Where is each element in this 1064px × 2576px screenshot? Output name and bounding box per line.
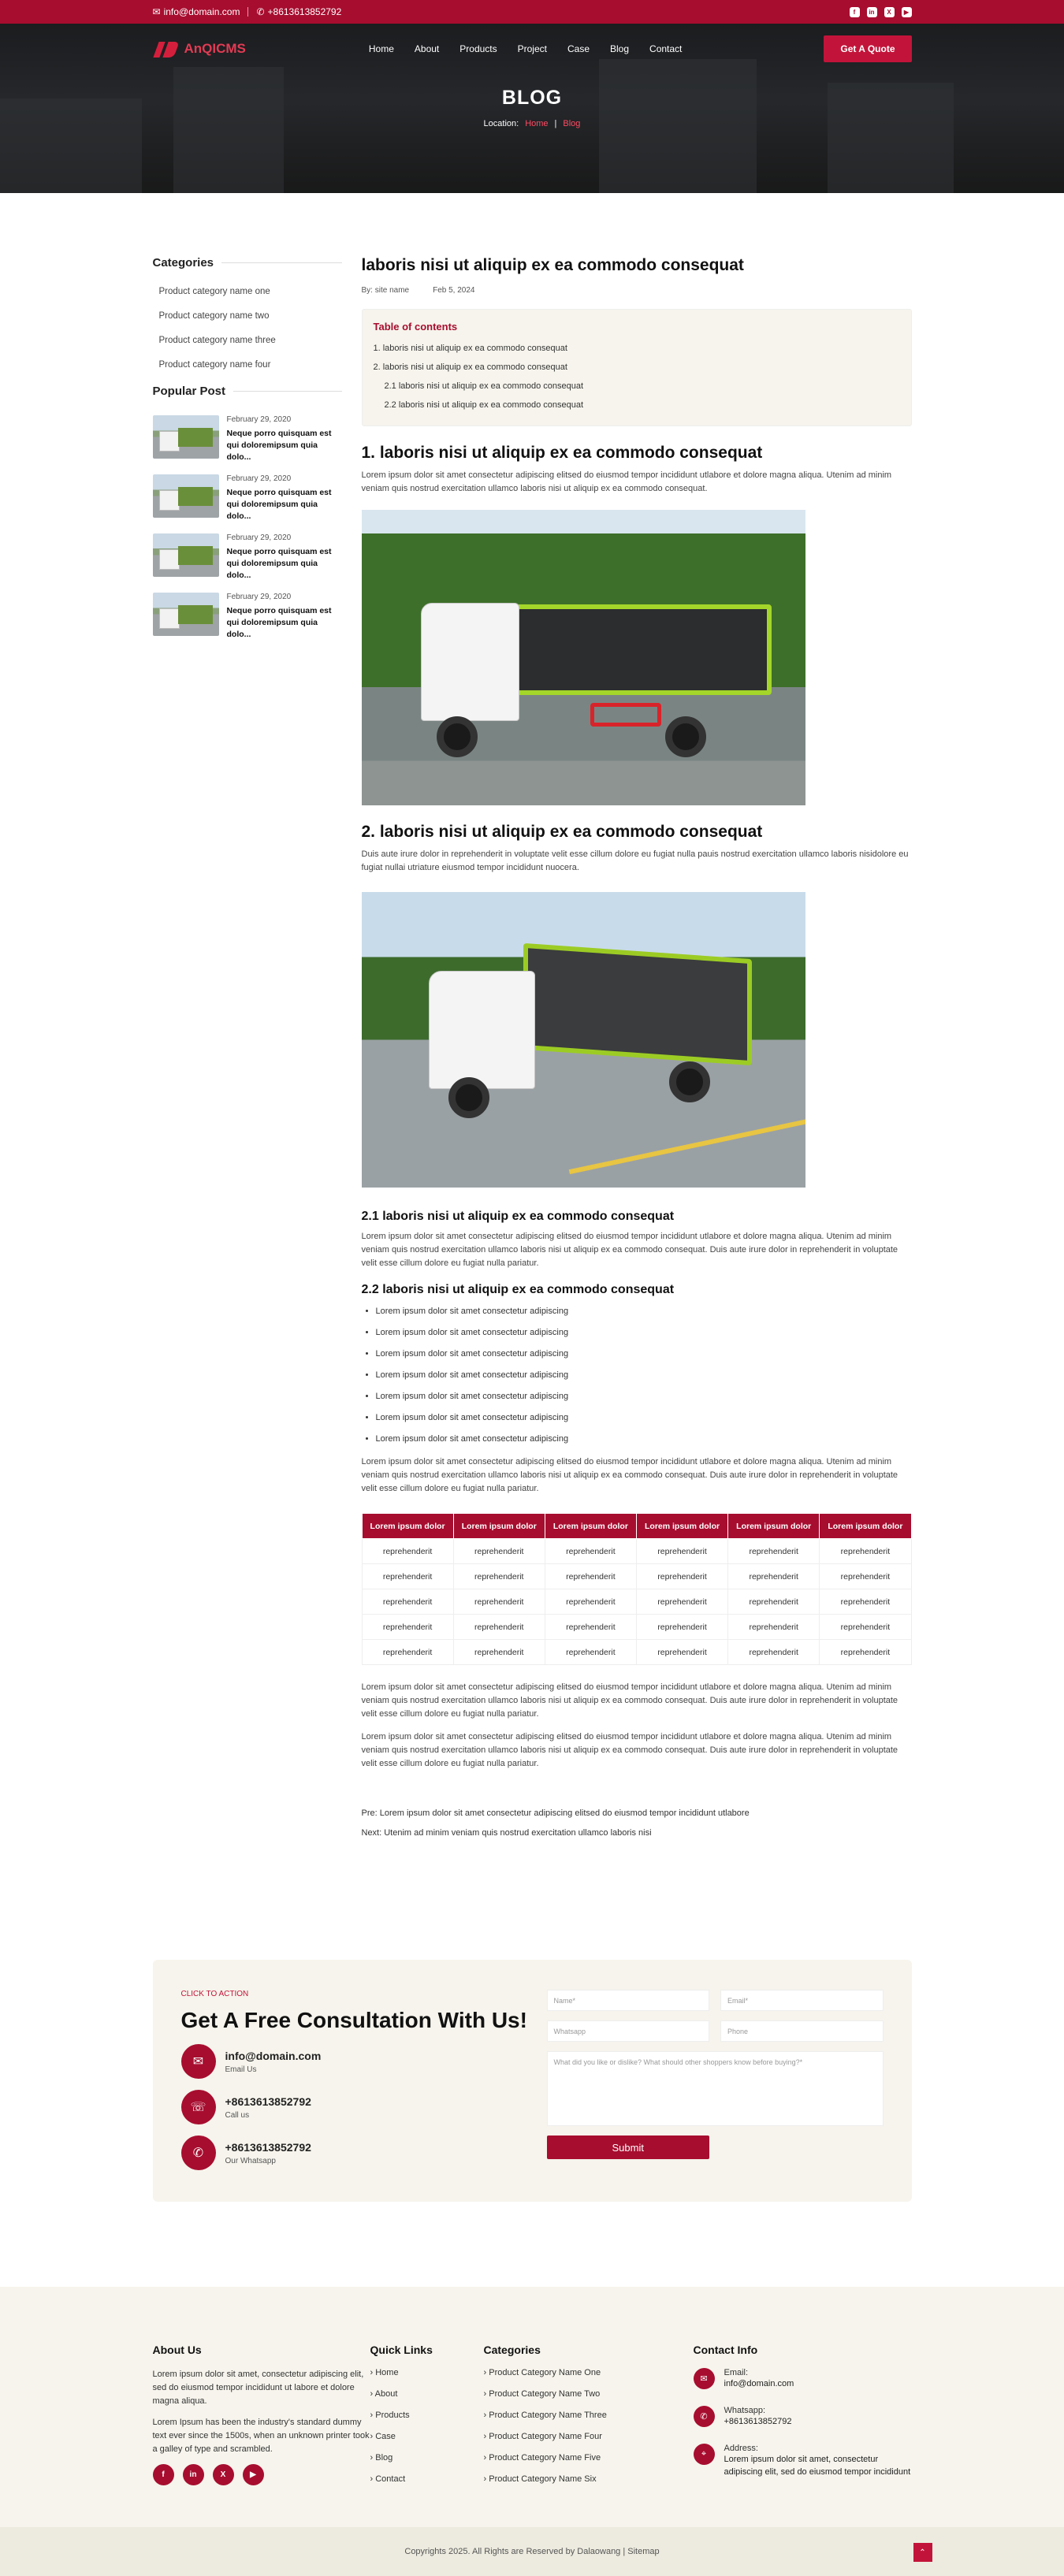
- table-cell: reprehenderit: [636, 1589, 727, 1615]
- x-icon[interactable]: X: [213, 2464, 234, 2485]
- table-header: Lorem ipsum dolor: [362, 1514, 453, 1539]
- paragraph: Lorem ipsum dolor sit amet consectetur adipiscing elitsed do eiusmod tempor incididunt utlabore et dolore magna aliqua. Utenim ad minim veniam quis nostrud exercitation ullamco laboris nisi ut aliquip ex ea commodo consequat. Duis aute irure dolor in reprehenderit in voluptate velit esse cillum dolore eu fugiat nulla pariatur.: [361, 1682, 898, 1719]
- post-thumbnail[interactable]: [153, 533, 219, 577]
- popular-post[interactable]: February 29, 2020 Neque porro quisquam est qui doloremipsum quia dolo...: [153, 533, 342, 582]
- truck-image: [362, 510, 805, 805]
- toc-item[interactable]: 2. laboris nisi ut aliquip ex ea commodo consequat: [373, 362, 567, 372]
- consult-email[interactable]: ✉ info@domain.com Email Us: [181, 2044, 528, 2079]
- table-cell: reprehenderit: [545, 1615, 636, 1640]
- categories-heading: Categories: [153, 256, 342, 269]
- paragraph: Lorem ipsum dolor sit amet consectetur adipiscing elitsed do eiusmod tempor incididunt utlabore et dolore magna aliqua. Utenim ad minim veniam quis nostrud exercitation ullamco laboris nisi ut aliquip ex ea commodo consequat. Duis aute irure dolor in reprehenderit in voluptate velit esse cillum dolore eu fugiat nulla pariatur.: [361, 1457, 898, 1493]
- table-cell: reprehenderit: [820, 1640, 911, 1665]
- table-cell: reprehenderit: [545, 1564, 636, 1589]
- phone-field[interactable]: Phone: [720, 2020, 884, 2042]
- back-to-top-button[interactable]: [913, 2543, 932, 2562]
- submit-button[interactable]: Submit: [547, 2136, 710, 2159]
- list-item: • Lorem ipsum dolor sit amet consectetur adipiscing: [376, 1434, 912, 1444]
- footer-category-link[interactable]: › Product Category Name One: [483, 2368, 601, 2377]
- table-cell: reprehenderit: [636, 1564, 727, 1589]
- location-icon: ⌖: [694, 2444, 715, 2465]
- footer-category-link[interactable]: › Product Category Name Five: [483, 2453, 601, 2463]
- table-cell: reprehenderit: [453, 1564, 545, 1589]
- whatsapp-field[interactable]: Whatsapp: [547, 2020, 710, 2042]
- table-cell: reprehenderit: [728, 1564, 820, 1589]
- topbar-phone[interactable]: ✆ +8613613852792: [256, 6, 342, 17]
- table-cell: reprehenderit: [820, 1589, 911, 1615]
- table-row: [362, 1640, 911, 1665]
- table-cell: reprehenderit: [636, 1539, 727, 1564]
- table-cell: reprehenderit: [453, 1640, 545, 1665]
- list-item: • Lorem ipsum dolor sit amet consectetur adipiscing: [376, 1392, 912, 1401]
- footer-link[interactable]: › About: [370, 2389, 398, 2399]
- table-cell: reprehenderit: [362, 1589, 453, 1615]
- get-quote-button[interactable]: Get A Quote: [824, 35, 911, 62]
- table-cell: reprehenderit: [453, 1615, 545, 1640]
- page-hero: [0, 24, 1064, 193]
- breadcrumb: Location: Home | Blog: [483, 119, 581, 128]
- table-cell: reprehenderit: [545, 1640, 636, 1665]
- table-of-contents: Table of contents 1. laboris nisi ut aliquip ex ea commodo consequat 2. laboris nisi ut aliquip ex ea commodo consequat 2.1 laboris nisi ut aliquip ex ea commodo consequat 2.2 laboris nisi ut aliquip ex ea commodo consequat: [362, 309, 912, 426]
- table-header: Lorem ipsum dolor: [453, 1514, 545, 1539]
- table-cell: reprehenderit: [820, 1539, 911, 1564]
- table-cell: reprehenderit: [362, 1615, 453, 1640]
- table-row: [362, 1589, 911, 1615]
- article-meta: [362, 286, 912, 295]
- breadcrumb-blog[interactable]: Blog: [563, 119, 581, 128]
- table-cell: reprehenderit: [545, 1589, 636, 1615]
- footer-link[interactable]: › Contact: [370, 2474, 406, 2484]
- post-thumbnail[interactable]: [153, 593, 219, 636]
- breadcrumb-home[interactable]: Home: [525, 119, 549, 128]
- x-icon[interactable]: X: [884, 7, 895, 17]
- table-cell: reprehenderit: [820, 1615, 911, 1640]
- page-title: BLOG: [501, 87, 563, 109]
- chevron-up-icon: ⌃: [919, 2548, 926, 2557]
- list-item: • Lorem ipsum dolor sit amet consectetur adipiscing: [376, 1370, 912, 1380]
- section-heading: 2. laboris nisi ut aliquip ex ea commodo consequat: [361, 823, 763, 841]
- table-header: Lorem ipsum dolor: [820, 1514, 911, 1539]
- consult-phone[interactable]: ☏ +8613613852792 Call us: [181, 2090, 528, 2124]
- footer-address: ⌖ Address: Lorem ipsum dolor sit amet, consectetur adipiscing elit, sed do eiusmod tempor incididunt: [694, 2444, 912, 2478]
- linkedin-icon[interactable]: in: [183, 2464, 204, 2485]
- paragraph: Duis aute irure dolor in reprehenderit in voluptate velit esse cillum dolore eu fugiat nulla pauis nostrud exercitation ullamco laboris nisidolore eu fugiat nullai utriature eiusmod tempor incididunt nuocera.: [361, 849, 909, 872]
- toc-item[interactable]: 2.1 laboris nisi ut aliquip ex ea commodo consequat: [384, 381, 584, 391]
- email-field[interactable]: Email*: [720, 1990, 884, 2011]
- table-cell: reprehenderit: [728, 1615, 820, 1640]
- article: [362, 256, 912, 1848]
- table-row: [362, 1615, 911, 1640]
- facebook-icon[interactable]: f: [153, 2464, 174, 2485]
- bullet-list: [362, 1307, 912, 1444]
- consult-title: Get A Free Consultation With Us!: [180, 2008, 527, 2032]
- table-row: [362, 1564, 911, 1589]
- footer-link[interactable]: › Home: [370, 2368, 399, 2377]
- whatsapp-icon: ✆: [694, 2406, 715, 2427]
- truck-image: [362, 892, 805, 1188]
- article-title: laboris nisi ut aliquip ex ea commodo consequat: [361, 256, 744, 274]
- sidebar-category[interactable]: Product category name one: [158, 287, 270, 296]
- next-post-link[interactable]: Next: Utenim ad minim veniam quis nostrud exercitation ullamco laboris nisi: [361, 1828, 652, 1838]
- popular-post[interactable]: February 29, 2020 Neque porro quisquam est qui doloremipsum quia dolo...: [153, 593, 342, 641]
- toc-item[interactable]: 2.2 laboris nisi ut aliquip ex ea commodo consequat: [384, 400, 584, 410]
- table-cell: reprehenderit: [453, 1589, 545, 1615]
- table-cell: reprehenderit: [453, 1539, 545, 1564]
- list-item: • Lorem ipsum dolor sit amet consectetur adipiscing: [376, 1349, 912, 1359]
- table-row: [362, 1539, 911, 1564]
- logo-icon: [153, 40, 180, 58]
- sidebar: [153, 256, 342, 1848]
- list-item: • Lorem ipsum dolor sit amet consectetur adipiscing: [376, 1307, 912, 1316]
- sidebar-category[interactable]: Product category name three: [158, 336, 276, 345]
- data-table: [362, 1513, 912, 1665]
- nav-contact[interactable]: Contact: [649, 43, 683, 54]
- footer-link[interactable]: › Case: [370, 2432, 396, 2441]
- site-logo[interactable]: AnQICMS: [153, 40, 246, 58]
- table-cell: reprehenderit: [728, 1589, 820, 1615]
- paragraph: Lorem ipsum dolor sit amet consectetur adipiscing elitsed do eiusmod tempor incididunt utlabore et dolore magna aliqua. Utenim ad minim veniam quis nostrud exercitation ullamco laboris nisi ut aliquip ex ea commodo consequat. Duis aute irure dolor in reprehenderit in voluptate velit esse cillum dolore eu fugiat nulla pariatur.: [361, 1732, 898, 1768]
- popular-heading: Popular Post: [153, 385, 342, 398]
- copyright-bar: [0, 2527, 1064, 2576]
- nav-blog[interactable]: Blog: [610, 43, 630, 54]
- table-cell: reprehenderit: [545, 1539, 636, 1564]
- subsection-heading: 2.2 laboris nisi ut aliquip ex ea commodo consequat: [361, 1283, 675, 1296]
- consult-whatsapp[interactable]: ✆ +8613613852792 Our Whatsapp: [181, 2136, 528, 2170]
- sidebar-category[interactable]: Product category name two: [158, 311, 270, 321]
- table-cell: reprehenderit: [820, 1564, 911, 1589]
- section-heading: 1. laboris nisi ut aliquip ex ea commodo consequat: [361, 444, 763, 462]
- nav-home[interactable]: Home: [368, 43, 394, 54]
- footer-category-link[interactable]: › Product Category Name Two: [483, 2389, 601, 2399]
- table-header: Lorem ipsum dolor: [728, 1514, 820, 1539]
- footer-link[interactable]: › Blog: [370, 2453, 393, 2463]
- mail-icon: ✉: [694, 2368, 715, 2389]
- youtube-icon[interactable]: ▶: [243, 2464, 264, 2485]
- nav-project[interactable]: Project: [517, 43, 547, 54]
- whatsapp-icon: ✆: [256, 6, 265, 17]
- footer-category-link[interactable]: › Product Category Name Four: [483, 2432, 602, 2441]
- topbar-email[interactable]: ✉ info@domain.com: [152, 6, 240, 17]
- top-bar: [0, 0, 1064, 24]
- list-item: • Lorem ipsum dolor sit amet consectetur adipiscing: [376, 1328, 912, 1337]
- footer-category-link[interactable]: › Product Category Name Three: [483, 2411, 607, 2420]
- sidebar-category[interactable]: Product category name four: [158, 360, 271, 370]
- table-cell: reprehenderit: [728, 1539, 820, 1564]
- footer-category-link[interactable]: › Product Category Name Six: [483, 2474, 597, 2484]
- table-cell: reprehenderit: [636, 1640, 727, 1665]
- table-cell: reprehenderit: [362, 1564, 453, 1589]
- divider: [247, 7, 248, 17]
- paragraph: Lorem ipsum dolor sit amet consectetur adipiscing elitsed do eiusmod tempor incididunt utlabore et dolore magna aliqua. Utenim ad minim veniam quis nostrud exercitation ullamco laboris nisi ut aliquip ex ea commodo consequat. Duis aute irure dolor in reprehenderit in voluptate velit esse cillum dolore eu fugiat nulla pariatur.: [361, 1232, 898, 1268]
- table-header: Lorem ipsum dolor: [636, 1514, 727, 1539]
- popular-post[interactable]: February 29, 2020 Neque porro quisquam est qui doloremipsum quia dolo...: [153, 415, 342, 463]
- consultation-section: CLICK TO ACTION Get A Free Consultation With Us! ✉ info@domain.com Email Us ☏ +8613613852792 Call us ✆ +8613613852792 Our Whatsapp Name* Email* Whatsapp Phone What did you like or dislike? What should other shoppers know before buying?* Submit: [153, 1960, 912, 2202]
- footer-whatsapp[interactable]: ✆ Whatsapp: +8613613852792: [694, 2406, 912, 2428]
- main-nav: [0, 24, 1064, 74]
- name-field[interactable]: Name*: [547, 1990, 710, 2011]
- mail-icon: ✉: [181, 2044, 216, 2079]
- linkedin-icon[interactable]: in: [867, 7, 877, 17]
- mail-icon: ✉: [152, 6, 161, 17]
- table-cell: reprehenderit: [362, 1539, 453, 1564]
- table-header: Lorem ipsum dolor: [545, 1514, 636, 1539]
- consultation-form: [547, 1990, 884, 2170]
- table-cell: reprehenderit: [362, 1640, 453, 1665]
- table-cell: reprehenderit: [636, 1615, 727, 1640]
- prev-post-link[interactable]: Pre: Lorem ipsum dolor sit amet consectetur adipiscing elitsed do eiusmod tempor incididunt utlabore: [361, 1808, 750, 1818]
- footer-email[interactable]: ✉ Email: info@domain.com: [694, 2368, 912, 2390]
- nav-products[interactable]: Products: [459, 43, 497, 54]
- facebook-icon[interactable]: f: [850, 7, 860, 17]
- phone-icon: ☏: [181, 2090, 216, 2124]
- subsection-heading: 2.1 laboris nisi ut aliquip ex ea commodo consequat: [361, 1210, 675, 1223]
- article-author: By: site name: [361, 286, 410, 295]
- article-date: Feb 5, 2024: [433, 286, 475, 295]
- youtube-icon[interactable]: ▶: [902, 7, 912, 17]
- footer: About Us Lorem ipsum dolor sit amet, consectetur adipiscing elit, sed do eiusmod tempor incididunt ut labore et dolore magna aliqua. Lorem Ipsum has been the industry's standard dummy text ever since the 1500s, when an unknown printer took a galley of type and scrambled. f in X ▶ Quick Links › Home › About › Products › Case › Blog › Contact Categories › Product Category Name One › Product Category Name Two › Product Category Name Three › Product Category Name Four › Product Category Name Five › Product Category Name Six Contact Info ✉ Email: info@domain.com ✆ Whatsapp: +8613613852792 ⌖ Address: Lorem ipsum dolor sit amet, consectetur adipiscing elit, sed do eiusmod tempor incididunt: [0, 2287, 1064, 2527]
- nav-case[interactable]: Case: [567, 43, 590, 54]
- footer-link[interactable]: › Products: [370, 2411, 410, 2420]
- post-thumbnail[interactable]: [153, 415, 219, 459]
- message-field[interactable]: What did you like or dislike? What should other shoppers know before buying?*: [547, 2051, 884, 2126]
- table-cell: reprehenderit: [728, 1640, 820, 1665]
- popular-post[interactable]: February 29, 2020 Neque porro quisquam est qui doloremipsum quia dolo...: [153, 474, 342, 522]
- post-thumbnail[interactable]: [153, 474, 219, 518]
- paragraph: Lorem ipsum dolor sit amet consectetur adipiscing elitsed do eiusmod tempor incididunt utlabore et dolore magna aliqua. Utenim ad minim veniam quis nostrud exercitation ullamco laboris nisi ut aliquip ex ea commodo consequat.: [361, 470, 892, 493]
- post-navigation: [362, 1808, 912, 1838]
- list-item: • Lorem ipsum dolor sit amet consectetur adipiscing: [376, 1413, 912, 1422]
- nav-about[interactable]: About: [414, 43, 440, 54]
- toc-item[interactable]: 1. laboris nisi ut aliquip ex ea commodo consequat: [373, 344, 567, 353]
- whatsapp-icon: ✆: [181, 2136, 216, 2170]
- copyright-text: Copyrights 2025. All Rights are Reserved by Dalaowang | Sitemap: [404, 2547, 660, 2556]
